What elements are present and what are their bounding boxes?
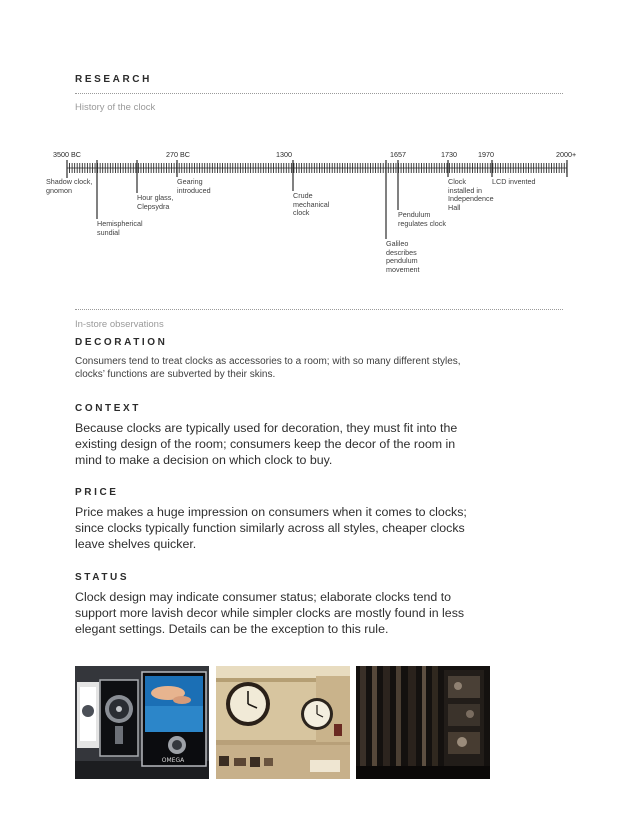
event-lcd: LCD invented [492,177,536,186]
photo-wall-clocks [216,666,350,779]
timeline-graphic [0,0,638,300]
section-body-context: Because clocks are typically used for decoration, they must fit into the existing design of the room; consumers keep the decor of the room in mind to make a decision on which clock to buy. [75,421,458,467]
section-title-price: PRICE [75,487,119,498]
section-body-decoration: Consumers tend to treat clocks as accessories to a room; with so many different styles, clocks’ functions are subverted by their skins. [75,356,461,380]
section-title-context: CONTEXT [75,403,141,414]
event-independence-hall: Clock installed in Independence Hall [448,177,494,212]
page-title: RESEARCH [75,74,152,85]
photo-watch-display [75,666,209,779]
page-subtitle: History of the clock [75,102,156,113]
year-3500bc: 3500 BC [53,150,81,159]
event-pendulum: Pendulum regulates clock [398,210,446,228]
event-galileo: Galileo describes pendulum movement [386,239,420,274]
omega-logo-text: OMEGA [161,757,185,764]
year-1300: 1300 [276,150,292,159]
year-2000-plus: 2000+ [556,150,577,159]
year-1730: 1730 [441,150,457,159]
event-hemispherical-sundial: Hemispherical sundial [97,219,143,237]
observations-intro: In-store observations [75,319,164,330]
year-270bc: 270 BC [166,150,190,159]
event-gearing: Gearing introduced [177,177,211,195]
year-1970: 1970 [478,150,494,159]
section-body-status: Clock design may indicate consumer status; elaborate clocks tend to support more lavish decor while simpler clocks are mostly found in less elegant settings. Details can be the exception to this rule. [75,590,465,636]
observations-divider [75,309,563,310]
event-hour-glass: Hour glass, Clepsydra [137,193,174,211]
section-body-price: Price makes a huge impression on consumers when it comes to clocks; since clocks typically function similarly across all styles, cheaper clocks leave shelves quicker. [75,505,467,551]
section-title-status: STATUS [75,572,130,583]
photo-clock-shelves [356,666,490,779]
section-title-decoration: DECORATION [75,337,168,348]
clock-history-timeline [0,0,638,300]
year-1657: 1657 [390,150,406,159]
event-mechanical-clock: Crude mechanical clock [293,191,330,217]
event-shadow-clock: Shadow clock, gnomon [46,177,93,195]
